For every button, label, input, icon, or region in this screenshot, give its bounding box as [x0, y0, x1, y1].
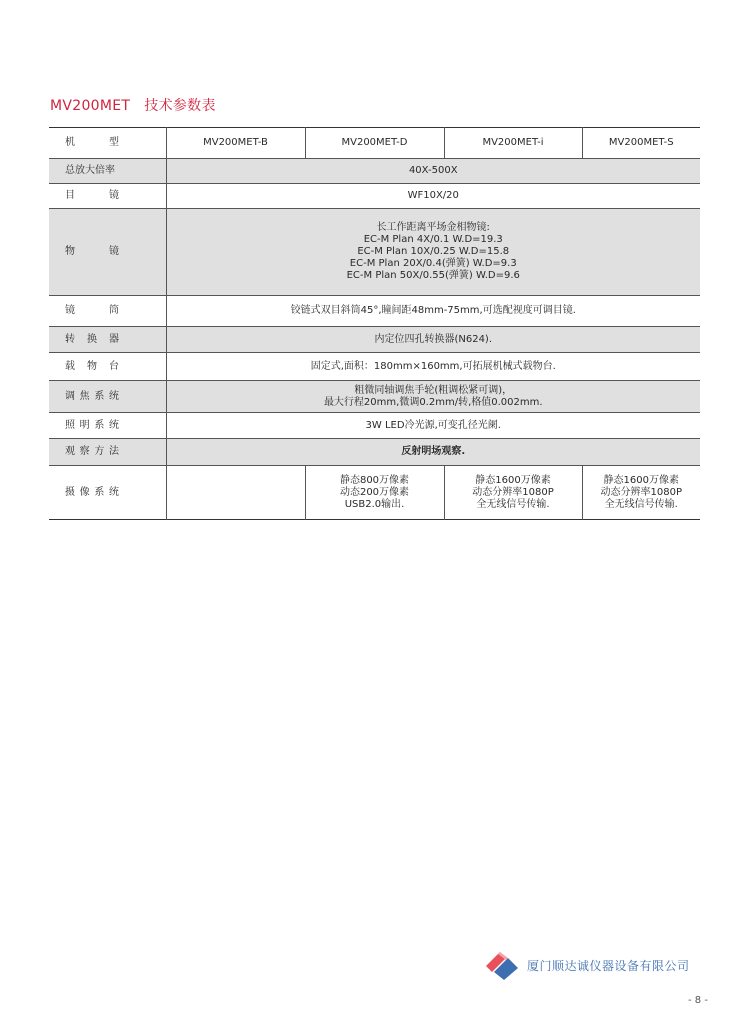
row-label: 摄 像 系 统 — [65, 486, 119, 498]
page-number: - 8 - — [688, 995, 708, 1006]
title-model: MV200MET — [50, 98, 131, 114]
row-label: 照 明 系 统 — [65, 419, 119, 431]
row-observation — [49, 439, 700, 466]
spec-table — [49, 127, 700, 520]
row-nosepiece — [49, 327, 700, 353]
header-label: 机 型 — [65, 137, 119, 148]
model-i: MV200MET-i — [444, 128, 582, 159]
page-title — [50, 95, 216, 115]
row-tube — [49, 296, 700, 327]
row-value: 反射明场观察. — [166, 439, 700, 466]
camera-s: 静态1600万像素 动态分辨率1080P 全无线信号传输. — [582, 466, 700, 520]
row-eyepiece — [49, 184, 700, 209]
row-label: 观 察 方 法 — [49, 439, 166, 466]
row-label: 总放大倍率 — [49, 159, 166, 184]
row-illumination — [49, 413, 700, 439]
camera-d: 静态800万像素 动态200万像素 USB2.0输出. — [305, 466, 444, 520]
company-name: 厦门顺达诚仪器设备有限公司 — [527, 959, 690, 973]
row-focus — [49, 381, 700, 413]
row-label: 目 镜 — [65, 190, 119, 201]
row-objective — [49, 209, 700, 296]
camera-i: 静态1600万像素 动态分辨率1080P 全无线信号传输. — [444, 466, 582, 520]
row-value: 粗微同轴调焦手轮(粗调松紧可调)， 最大行程20mm,微调0.2mm/转,格值0.002mm. — [166, 381, 700, 413]
model-b: MV200MET-B — [166, 128, 305, 159]
row-value: 40X-500X — [166, 159, 700, 184]
row-value: 内定位四孔转换器(N624). — [166, 327, 700, 353]
header-row — [49, 128, 700, 159]
row-value: WF10X/20 — [166, 184, 700, 209]
row-label: 镜 筒 — [65, 305, 119, 316]
row-stage — [49, 353, 700, 381]
row-label: 物 镜 — [49, 209, 166, 296]
row-value: 3W LED冷光源,可变孔径光阑. — [166, 413, 700, 439]
row-value: 固定式,面积：180mm×160mm,可拓展机械式载物台. — [166, 353, 700, 381]
model-d: MV200MET-D — [305, 128, 444, 159]
row-camera — [49, 466, 700, 520]
row-label: 调 焦 系 统 — [49, 381, 166, 413]
row-label: 转 换 器 — [49, 327, 166, 353]
model-s: MV200MET-S — [582, 128, 700, 159]
company-logo-icon — [484, 948, 520, 982]
row-value: 长工作距离平场金相物镜: EC-M Plan 4X/0.1 W.D=19.3 EC-M Plan 10X/0.25 W.D=15.8 EC-M Plan 20X/0.4(弹簧) W.D=9.3 EC-M Plan 50X/0.55(弹簧) W.D=9.6 — [166, 209, 700, 296]
camera-b — [166, 466, 305, 520]
row-magnification — [49, 159, 700, 184]
row-label: 载 物 台 — [65, 360, 119, 372]
row-value: 铰链式双目斜筒45°,瞳间距48mm-75mm,可选配视度可调目镜. — [166, 296, 700, 327]
title-text: 技术参数表 — [144, 98, 216, 114]
